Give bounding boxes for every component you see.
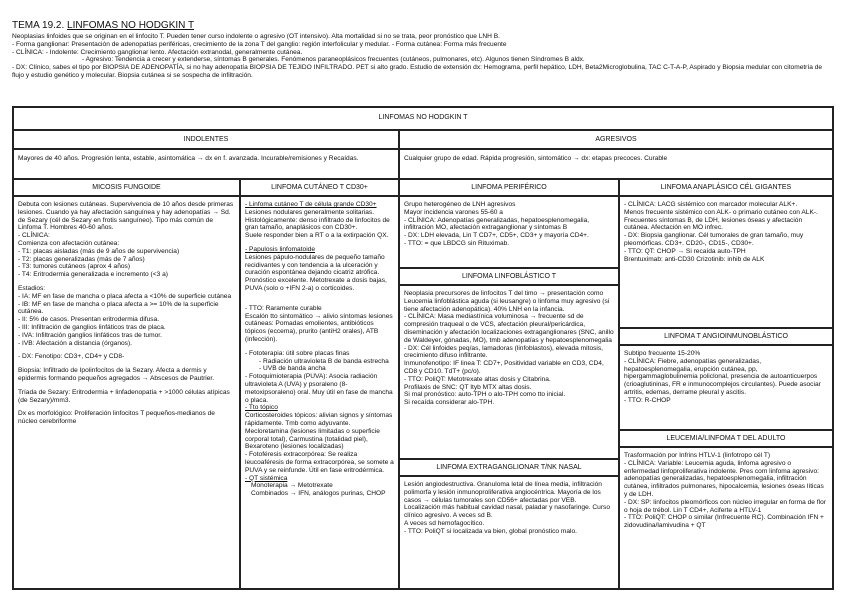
linfoblastico-line: Si recaída considerar alo-TPH. bbox=[404, 399, 495, 407]
cutaneo-line: Escalón tto sintomático → alivio síntomas lesiones cutáneas: Pomadas emolientes, antibióticos tópicos (eccema), prurito (antiH2 orales), ATB (infección). bbox=[245, 312, 393, 343]
angio-cell bbox=[619, 345, 833, 430]
periferico-line: Grupo heterogéneo de LNH agresivos bbox=[404, 201, 516, 208]
linfoblastico-line: - TTO: PoliQT: Metotrexate altas dosis y Citabrina. bbox=[404, 375, 551, 383]
linfoblastico-title: LINFOMA LINFOBLÁSTICO T bbox=[399, 268, 619, 285]
micosis-line: - CLÍNICA: bbox=[18, 232, 50, 240]
leucemia-title: LEUCEMIA/LINFOMA T DEL ADULTO bbox=[619, 430, 833, 447]
cutaneo-line: - QT sistémica bbox=[245, 474, 288, 482]
cutaneo-line: - Radiación ultravioleta B de banda estrecha bbox=[259, 357, 389, 365]
anaplasico-line: - TTO: QT: CHOP → Si recaída auto-TPH bbox=[624, 247, 746, 255]
anaplasico-line: Menos frecuente sistémico con ALK- o primario cutáneo con ALK-. bbox=[624, 208, 818, 216]
micosis-line: Dx es morfológico: Proliferación linfocitos T pequeños-medianos de núcleo cerebriforme bbox=[18, 410, 215, 426]
anaplasico-title: LINFOMA ANAPLÁSICO CÉL GIGANTES bbox=[619, 179, 833, 196]
cutaneo-line: Suele responder bien a RT o a la extirpación QX. bbox=[245, 232, 389, 240]
micosis-line: Biopsia: Infiltrado de Ipolinfocitos de la Sezary. Afecta a dermis y epidermis formando pequeños agregados → Abscesos de Pautrier. bbox=[18, 367, 215, 382]
anaplasico-line: - DX: Biopsia ganglionar. Cél tumorales de gran tamaño, muy pleomórficas. CD3+. CD20-, CD15-, CD30+. bbox=[624, 232, 804, 247]
intro-block bbox=[12, 33, 832, 80]
linfoblastico-line: Si mal pronóstico: auto-TPH o alo-TPH como tto inicial. bbox=[404, 391, 566, 399]
document-title bbox=[12, 20, 194, 32]
anaplasico-line: Brentuximab: anti-CD30 Crizotinib: inhib de ALK bbox=[624, 255, 765, 263]
cutaneo-line: - TTO: Raramente curable bbox=[245, 304, 322, 312]
leucemia-line: - TTO: PoliQT: CHOP o similar (Infrecuente RC). Combinación IFN + zidovudina/lamivudina + QT bbox=[624, 514, 824, 530]
anaplasico-line: - CLÍNICA: LACG sistémico con marcador molecular ALK+. bbox=[624, 201, 798, 208]
micosis-line: Estadios: bbox=[18, 284, 46, 292]
micosis-line: - DX: Fenotipo: CD3+, CD4+ y CD8- bbox=[18, 353, 125, 361]
intro-line: - CLÍNICA: - Indolente: Crecimiento ganglionar lento. Afectación extranodal, generalmente cutánea. bbox=[12, 48, 303, 56]
micosis-line: - T1: placas aisladas (más de 9 años de supervivencia) bbox=[18, 247, 180, 255]
linfoblastico-line: - DX: Cél linfoides peq/as, lamadoras (linfoblastos), elevada mitosis, crecimiento difuso infiltrante. bbox=[404, 344, 604, 360]
cutaneo-line: - Linfoma cutáneo T de célula grande CD30+ bbox=[245, 201, 377, 208]
cutaneo-line: Lesiones pápulo-nodulares de pequeño tamaño recidivantes y con tendencia a la ulceración y curación espontánea dejando cicatriz atrófica. Pronóstico excelente. Metotrexate a dosis bajas, PUVA (solo o +IFN 2-a) o corticoides. bbox=[245, 253, 387, 292]
micosis-line: Tríada de Sezary: Eritrodermia + linfadenopatía + >1000 células atípicas (de Sezary)/mm3. bbox=[18, 388, 230, 404]
periferico-line: - DX: LDH elevada, Lin T CD7+, CD5+, CD3+ y mayoría CD4+. bbox=[404, 232, 589, 240]
cutaneo-line: Combinados → IFN, análogos purinas, CHOP bbox=[251, 490, 386, 498]
extraganglionar-line: Lesión angiodestructiva. Granuloma letal de línea media, infiltración polimorfa y lesión inmunoproliferativa angiocéntrica. Mayoría de los casos → células tumorales son CD56+ afectadas por VEB. bbox=[404, 481, 602, 504]
micosis-line: - T2: placas generalizadas (más de 7 años) bbox=[18, 255, 145, 263]
linfoblastico-cell bbox=[399, 285, 619, 459]
cutaneo-line: Monoterapia → Metotrexate bbox=[251, 482, 333, 490]
cutaneo-line: Lesiones nodulares generalmente solitarias. Histológicamente: denso infiltrado de linfocitos de gran tamaño, anaplásicos con CD30+. bbox=[245, 208, 390, 232]
micosis-line: - T3: tumores cutáneos (aprox 4 años) bbox=[18, 263, 131, 271]
agresivos-header: AGRESIVOS bbox=[399, 130, 833, 149]
intro-line: Neoplasias linfoides que se originan en el linfocito T. Pueden tener curso indolente o agresivo (OT intensivo). Alta mortalidad si no se trata, peor pronóstico que LNH B. bbox=[12, 33, 500, 40]
leucemia-line: Trasformación por Infrins HTLV-1 (linfotropo cél T) bbox=[624, 452, 771, 459]
extraganglionar-line: Localización más habitual cavidad nasal, paladar y nasofaringe. Curso clínico agresivo. A veces sd B. bbox=[404, 504, 610, 520]
cutaneo-line: - Fototerapia: útil sobre placas finas bbox=[245, 349, 350, 357]
periferico-line: Mayor incidencia varones 55-60 a bbox=[404, 208, 503, 216]
leucemia-line: - DX: SP: linfocitos pleomórficos con núcleo irregular en forma de flor o hoja de trébol. Lin T CD4+, Aciferte a HTLV-1 bbox=[624, 498, 826, 514]
leucemia-line: - CLÍNICA: Variable: Leucemia aguda, linfoma agresivo o enfermedad linfoproliferativa indolente. Pres com linfoma agresivo: adenopatías generalizadas, hepatoesplenomegalia, infiltración cutánea, infiltrados pulmonares, hipocalcemia, lesiones óseas líticas y de LDH. bbox=[624, 459, 824, 498]
linfoblastico-line: Inmunofenotipo: IF linea T: CD7+, Positividad variable en CD3, CD4, CD8 y CD10. TdT+ (pc/o). bbox=[404, 360, 604, 375]
intro-line: - DX: Clínico, sabes el tipo por BIOPSIA DE ADENOPATÍA, si no hay adenopatía BIOPSIA DE TEJIDO INFILTRADO. PET si alto grado. Estudio de extensión dx: Hemograma, perfil hepático, LDH, Beta2Microglobulina, TAC C-T-A-P, Aspirado y Biopsia medular con citometría de flujo y estudio genético y molecular. Biopsia cutánea si se sospecha de infiltración. bbox=[12, 64, 823, 79]
leucemia-cell bbox=[619, 447, 833, 589]
angio-line: Subtipo frecuente 15-20% bbox=[624, 350, 701, 357]
angio-line: - TTO: R-CHOP bbox=[624, 396, 671, 404]
periferico-line: - CLÍNICA: Adenopatías generalizadas, hepatoesplenomegalia, infiltración MO, afectación extraganglionar y síntomas B bbox=[404, 216, 590, 232]
angio-line: - CLÍNICA: Fiebre, adenopatías generalizadas, hepatoesplenomegalia, erupción cutánea, pp, hipergammaglobulinemia policlonal, presencia de autoanticuerpos (crioaglutininas, FR e inmunocomplejos circulantes). Puede asociar artritis, edemas, derrame pleural y ascitis. bbox=[624, 357, 821, 396]
indolentes-description: Mayores de 40 años. Progresión lenta, estable, asintomática → dx en f. avanzada. Incurable/remisiones y Recaídas. bbox=[13, 149, 399, 179]
agresivos-description: Cualquier grupo de edad. Rápida progresión, sintomático → dx: etapas precoces. Curable bbox=[399, 149, 833, 179]
cutaneo-line: - Fotoféresis extracorpórea: Se realiza leucoaféresis de forma extracorpórea, se somete a PUVA y se reinfunde. Útil en fase eritrodérmica. bbox=[245, 451, 394, 474]
extraganglionar-line: - TTO: PoliQT si localizada va bien, global pronóstico malo. bbox=[404, 527, 577, 535]
intro-line: - Agresivo: Tendencia a crecer y extenderse, síntomas B generales. Fenómenos paraneoplásicos frecuentes (cutáneos, pulmonares, etc). Algunos tienen Síndromes B aldx. bbox=[82, 56, 585, 64]
linfoblastico-line: Profilaxis de SNC: QT Ityb MTX altas dosis. bbox=[404, 383, 532, 391]
micosis-line: Debuta con lesiones cutáneas. Supervivencia de 10 años desde primeras lesiones. Cuando ya hay afectación sanguínea y hay adenopatías → Sd. de Sezary (cél de Sezary en frotis sanguíneo). Tipo más común de Linfoma T. Hombres 40-60 años. bbox=[18, 201, 234, 232]
extraganglionar-line: A veces sd hemofagocítico. bbox=[404, 519, 485, 527]
cutaneo-title: LINFOMA CUTÁNEO T CD30+ bbox=[240, 179, 399, 196]
micosis-line: - IB: MF en fase de mancha o placa afecta a >= 10% de la superficie cutánea. bbox=[18, 300, 219, 316]
anaplasico-line: Frecuentes síntomas B, de LDH, lesiones óseas y afectación cutánea. Afectación en MO infrec. bbox=[624, 216, 803, 232]
cutaneo-line: - Papulosis linfomatoide bbox=[245, 245, 316, 253]
micosis-line: - IVB: Afectación a distancia (órganos). bbox=[18, 339, 132, 347]
title-text: LINFOMAS NO HODGKIN T bbox=[67, 20, 195, 31]
periferico-line: - TTO: = que LBDCG sin Rituximab. bbox=[404, 239, 510, 247]
cutaneo-line: - Tto tópico bbox=[245, 404, 278, 412]
micosis-cell bbox=[13, 196, 240, 589]
periferico-cell bbox=[399, 196, 619, 268]
cutaneo-line: - Fotoquimioterapia (PUVA): Asocia radiación ultravioleta A (UVA) y psoraleno (8-metoxipsoraleno) oral. Muy útil en fase de mancha o placa. bbox=[245, 373, 393, 404]
micosis-line: Comienza con afectación cutánea: bbox=[18, 239, 120, 247]
cutaneo-cell bbox=[240, 196, 399, 589]
lymphoma-table bbox=[12, 106, 834, 590]
micosis-line: - T4: Eritrodermia generalizada e incremento (<3 a) bbox=[18, 271, 168, 279]
micosis-line: - III: Infiltración de ganglios linfáticos tras de placa. bbox=[18, 323, 166, 331]
indolentes-header: INDOLENTES bbox=[13, 130, 399, 149]
linfoblastico-line: Neoplasia precursores de linfocitos T del timo → presentación como Leucemia linfoblástica aguda (si leusangre) o linfoma muy agresivo (si tiene afectación adenopática). 40% LNH en la infancia. bbox=[404, 290, 610, 313]
anaplasico-cell bbox=[619, 196, 833, 328]
cutaneo-line: - UVB de banda ancha bbox=[259, 365, 326, 373]
periferico-title: LINFOMA PERIFÉRICO bbox=[399, 179, 619, 196]
linfoblastico-line: - CLÍNICA: Masa mediastínica voluminosa → frecuente sd de compresión traqueal o de VCS, afectación pleural/pericárdica, diseminación y afectación localizaciones extraganglionares (SNC, anillo de Waldeyer, gónadas, MO), tmb adenopatías y hepatoesplenomegalia bbox=[404, 313, 614, 344]
title-prefix: TEMA 19.2. bbox=[12, 20, 65, 31]
intro-line: - Forma ganglionar: Presentación de adenopatías periféricas, crecimiento de la zona T del ganglio: región interfolicular y medular. - Forma cutánea: Forma más frecuente bbox=[12, 40, 507, 48]
micosis-line: - IA: MF en fase de mancha o placa afecta a <10% de superficie cutánea bbox=[18, 292, 232, 300]
micosis-title: MICOSIS FUNGOIDE bbox=[13, 179, 240, 196]
micosis-line: - II: 5% de casos. Presentan eritrodermia difusa. bbox=[18, 316, 160, 324]
micosis-line: - IVA: Infiltración ganglios linfáticos tras de tumor. bbox=[18, 331, 162, 339]
extraganglionar-cell bbox=[399, 476, 619, 589]
extraganglionar-title: LINFOMA EXTRAGANGLIONAR T/NK NASAL bbox=[399, 459, 619, 476]
angio-title: LINFOMA T ANGIOINMUNOBLÁSTICO bbox=[619, 328, 833, 345]
table-title: LINFOMAS NO HODGKIN T bbox=[13, 107, 833, 130]
cutaneo-line: Corticosteroides tópicos: alivian signos y síntomas rápidamente. Tmb como adyuvante. Mecloretamina (lesiones limitadas o superficie corporal total), Carmustina (totalidad piel), Bexaroteno (lesiones localizadas) bbox=[245, 412, 393, 451]
